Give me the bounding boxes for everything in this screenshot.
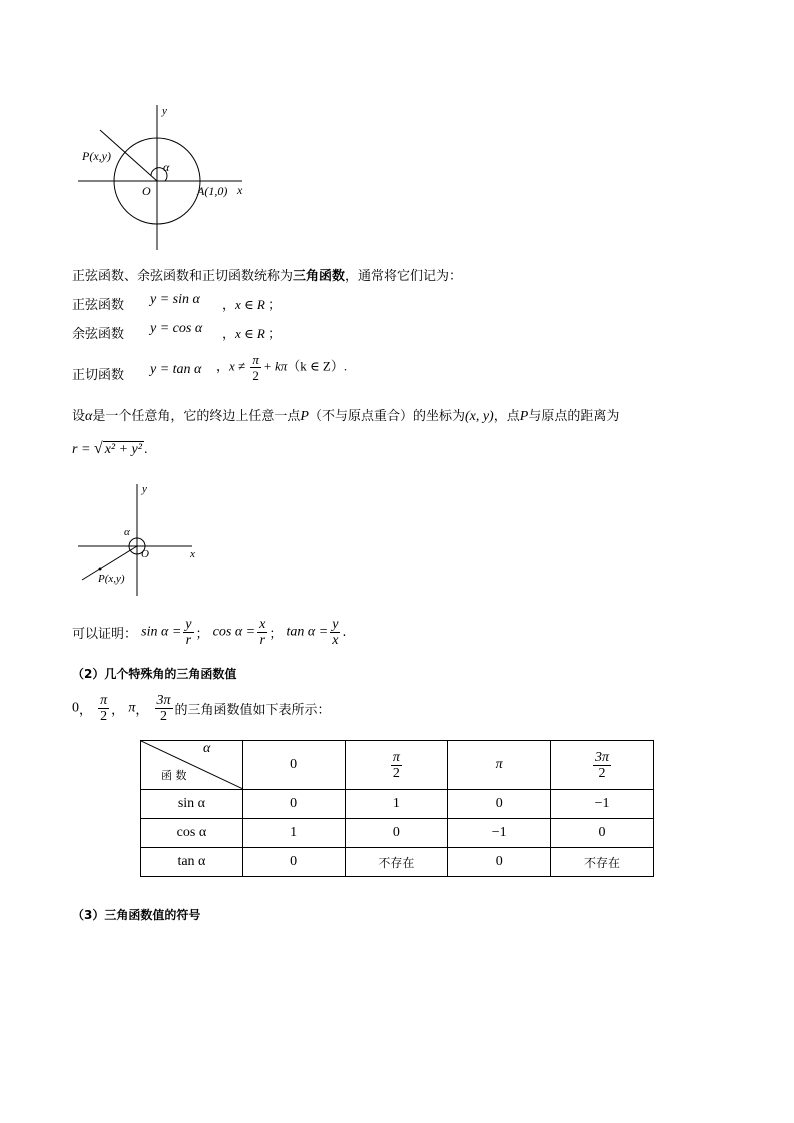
intro-line <box>72 265 462 284</box>
cell: −1 <box>551 790 654 819</box>
cell: 1 <box>345 790 448 819</box>
section2-intro: 0， $\frac{\pi}{2}$ ， π， $\frac{3\pi}{2}$ 的三角函数值如下表所示： <box>72 693 331 724</box>
sin-formula: y = sin α <box>150 292 200 307</box>
point-p-label: P(x,y) <box>82 149 111 163</box>
cos-def <box>72 323 124 342</box>
table-row <box>141 819 654 848</box>
cell: 0 <box>448 848 551 877</box>
alpha-label: α <box>124 526 130 538</box>
cell: 0 <box>242 848 345 877</box>
y-axis-label: y <box>162 105 167 117</box>
third-quadrant-figure <box>70 478 210 598</box>
cell: 不存在 <box>345 848 448 877</box>
header-col3: $\frac{3\pi}{2}$ <box>551 741 654 790</box>
corner-alpha: α <box>203 741 211 756</box>
cos-label: 余弦函数 <box>72 327 125 342</box>
tan-formula: y = tan α <box>150 362 202 377</box>
alpha-label: α <box>163 160 170 174</box>
sin-def <box>72 294 124 313</box>
trig-values-table <box>140 740 654 877</box>
cell: 0 <box>345 819 448 848</box>
cell: 1 <box>242 819 345 848</box>
cell: 不存在 <box>551 848 654 877</box>
origin-label: O <box>141 548 149 560</box>
cell: 0 <box>448 790 551 819</box>
definition-line: 设α是一个任意角，它的终边上任意一点P（不与原点重合）的坐标为(x, y)，点P与原点的距离为 <box>72 409 620 424</box>
cos-domain: ，x ∈ R ； <box>222 326 282 341</box>
sin-domain: ，x ∈ R ； <box>222 297 282 312</box>
origin-label: O <box>142 184 151 198</box>
intro-text-b: ，通常将它们记为： <box>345 269 463 284</box>
r-formula: r = √ x² + y² . <box>72 440 148 457</box>
corner-func: 函 数 <box>161 769 187 782</box>
intro-bold: 三角函数 <box>293 269 346 284</box>
header-col1: $\frac{\pi}{2}$ <box>345 741 448 790</box>
header-col0: 0 <box>242 741 345 790</box>
x-axis-label: x <box>190 548 195 560</box>
table-row <box>141 848 654 877</box>
x-axis-label: x <box>237 183 243 197</box>
tan-condition: ，x ≠ $\frac{\pi}{2}$ + kπ（k ∈ Z）. <box>216 352 348 383</box>
diagonal-line <box>141 741 243 789</box>
table-header-row <box>141 741 654 790</box>
y-axis-label: y <box>142 483 147 495</box>
intro-text-a: 正弦函数、余弦函数和正切函数统称为 <box>72 269 294 284</box>
table-corner-cell <box>141 741 243 790</box>
point-p-dot <box>99 568 102 571</box>
point-a-label: A(1,0) <box>197 184 228 198</box>
header-col2: π <box>448 741 551 790</box>
cell: −1 <box>448 819 551 848</box>
section3-title: （3）三角函数值的符号 <box>72 908 201 922</box>
point-p-label: P(x,y) <box>98 573 125 585</box>
row-label: tan α <box>141 848 243 877</box>
proof-line: 可以证明： sin α = $\frac{y}{r}$ ； cos α = $\frac{x}{r}$ ； tan α = $\frac{y}{x}$ . <box>72 617 347 648</box>
tan-label: 正切函数 <box>72 368 125 383</box>
table-row <box>141 790 654 819</box>
sin-label: 正弦函数 <box>72 298 125 313</box>
row-label: sin α <box>141 790 243 819</box>
cos-formula: y = cos α <box>150 321 203 336</box>
cell: 0 <box>242 790 345 819</box>
unit-circle-figure <box>70 100 260 255</box>
tan-def <box>72 364 124 383</box>
cell: 0 <box>551 819 654 848</box>
row-label: cos α <box>141 819 243 848</box>
section2-title: （2）几个特殊角的三角函数值 <box>72 667 237 681</box>
